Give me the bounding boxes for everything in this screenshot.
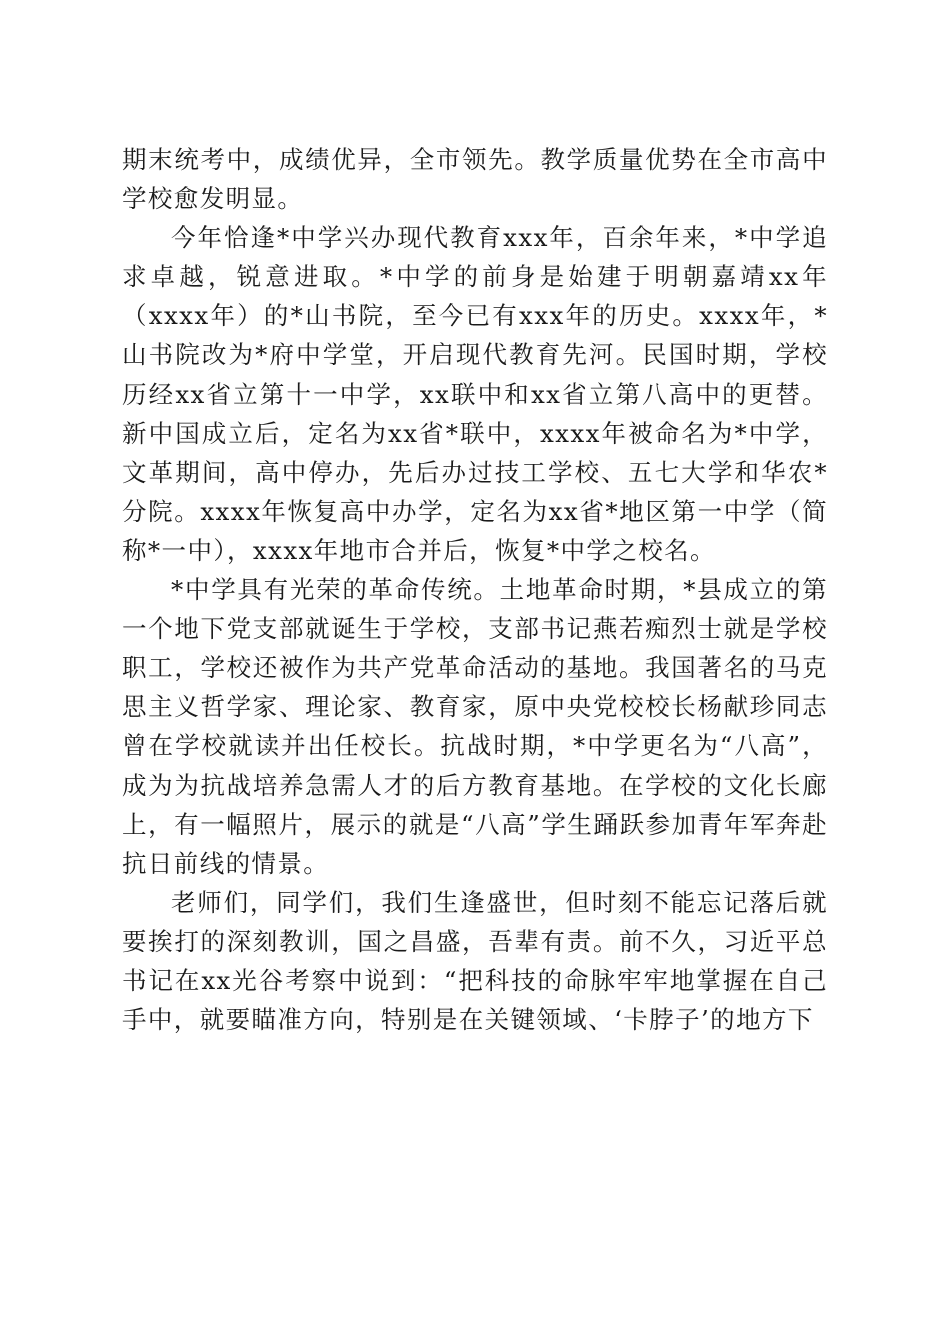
- paragraph-continued: 期末统考中，成绩优异，全市领先。教学质量优势在全市高中学校愈发明显。: [122, 145, 828, 214]
- document-body: [122, 140, 828, 1039]
- paragraph-revolutionary-tradition: *中学具有光荣的革命传统。土地革命时期，*县成立的第一个地下党支部就诞生于学校，支部书记燕若痴烈士就是学校职工，学校还被作为共产党革命活动的基地。我国著名的马克思主义哲学家、理论家、教育家，原中央党校校长杨献珍同志曾在学校就读并出任校长。抗战时期，*中学更名为“八高”，成为为抗战培养急需人才的后方教育基地。在学校的文化长廊上，有一幅照片，展示的就是“八高”学生踊跃参加青年军奔赴抗日前线的情景。: [122, 575, 828, 878]
- paragraph-address-to-audience: 老师们，同学们，我们生逢盛世，但时刻不能忘记落后就要挨打的深刻教训，国之昌盛，吾辈有责。前不久，习近平总书记在xx光谷考察中说到：“把科技的命脉牢牢地掌握在自己手中，就要瞄准方向，特别是在关键领域、‘卡脖子’的地方下: [122, 887, 828, 1035]
- paragraph-school-history: 今年恰逢*中学兴办现代教育xxx年，百余年来，*中学追求卓越，锐意进取。*中学的前身是始建于明朝嘉靖xx年（xxxx年）的*山书院，至今已有xxx年的历史。xxxx年，*山书院改为*府中学堂，开启现代教育先河。民国时期，学校历经xx省立第十一中学，xx联中和xx省立第八高中的更替。新中国成立后，定名为xx省*联中，xxxx年被命名为*中学，文革期间，高中停办，先后办过技工学校、五七大学和华农*分院。xxxx年恢复高中办学，定名为xx省*地区第一中学（简称*一中），xxxx年地市合并后，恢复*中学之校名。: [122, 223, 828, 565]
